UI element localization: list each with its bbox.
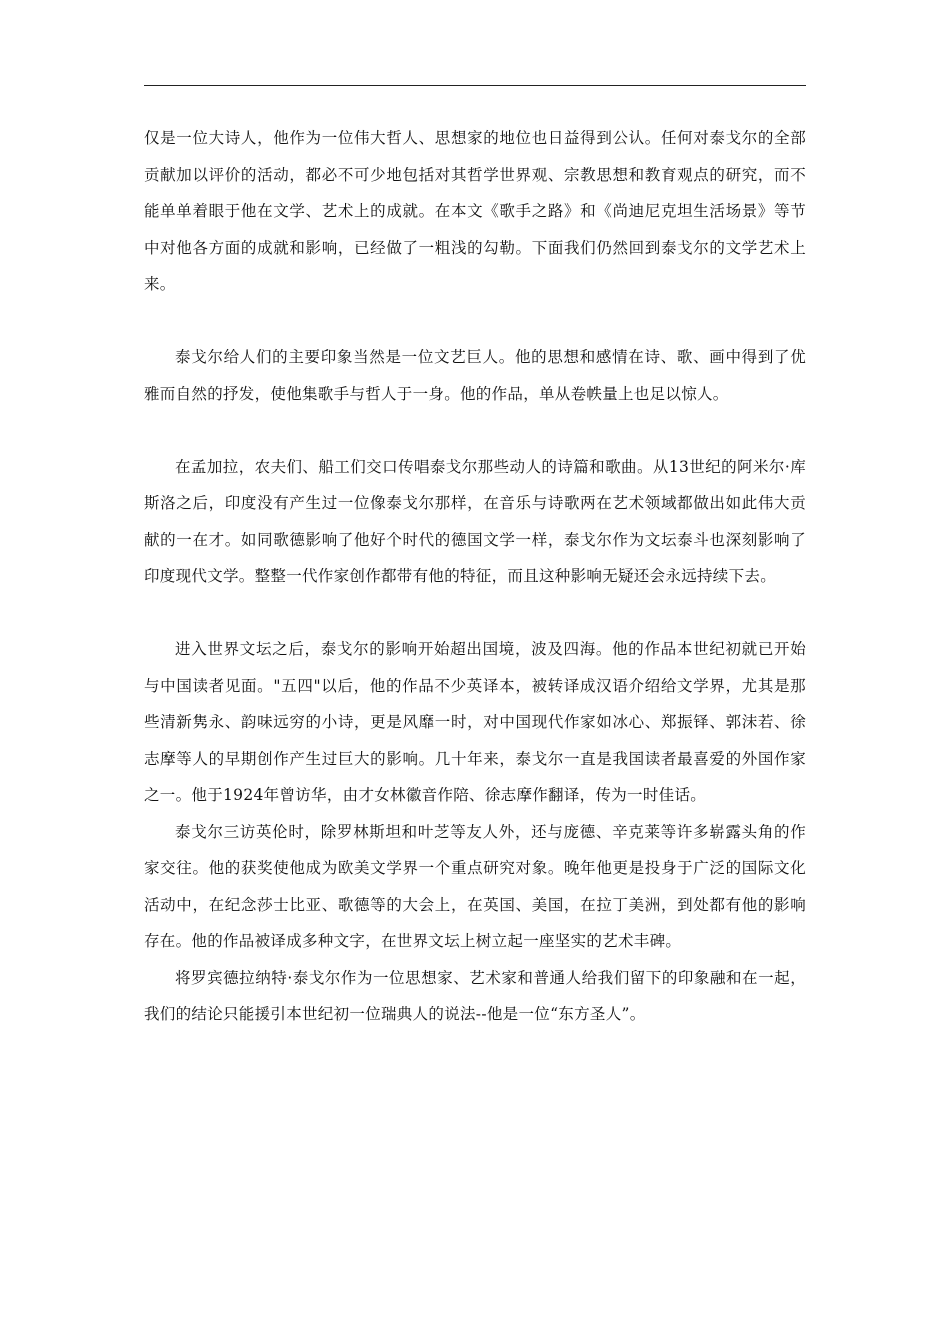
paragraph-1: 仅是一位大诗人，他作为一位伟大哲人、思想家的地位也日益得到公认。任何对泰戈尔的全部贡献加以评价的活动，都必不可少地包括对其哲学世界观、宗教思想和教育观点的研究，而不能单单着眼于他在文学、艺术上的成就。在本文《歌手之路》和《尚迪尼克坦生活场景》等节中对他各方面的成就和影响，已经做了一粗浅的勾勒。下面我们仍然回到泰戈尔的文学艺术上来。 xyxy=(144,129,806,293)
paragraph-2: 泰戈尔给人们的主要印象当然是一位文艺巨人。他的思想和感情在诗、歌、画中得到了优雅而自然的抒发，使他集歌手与哲人于一身。他的作品，单从卷帙量上也足以惊人。 xyxy=(144,348,806,403)
paragraph-4: 进入世界文坛之后，泰戈尔的影响开始超出国境，波及四海。他的作品本世纪初就已开始与中国读者见面。"五四"以后，他的作品不少英译本，被转译成汉语介绍给文学界，尤其是那些清新隽永、韵味远穷的小诗，更是风靡一时，对中国现代作家如冰心、郑振铎、郭沫若、徐志摩等人的早期创作产生过巨大的影响。几十年来，泰戈尔一直是我国读者最喜爱的外国作家之一。他于1924年曾访华，由才女林徽音作陪、徐志摩作翻译，传为一时佳话。 xyxy=(144,640,806,804)
paragraph-5: 泰戈尔三访英伦时，除罗林斯坦和叶芝等友人外，还与庞德、辛克莱等许多崭露头角的作家交往。他的获奖使他成为欧美文学界一个重点研究对象。晚年他更是投身于广泛的国际文化活动中，在纪念莎士比亚、歌德等的大会上，在英国、美国，在拉丁美洲，到处都有他的影响存在。他的作品被译成多种文字，在世界文坛上树立起一座坚实的艺术丰碑。 xyxy=(144,822,806,950)
document-body xyxy=(144,120,806,1033)
paragraph-6: 将罗宾德拉纳特·泰戈尔作为一位思想家、艺术家和普通人给我们留下的印象融和在一起，我们的结论只能援引本世纪初一位瑞典人的说法--他是一位“东方圣人”。 xyxy=(144,968,806,1023)
paragraph-3: 在孟加拉，农夫们、船工们交口传唱泰戈尔那些动人的诗篇和歌曲。从13世纪的阿米尔·库斯洛之后，印度没有产生过一位像泰戈尔那样，在音乐与诗歌两在艺术领域都做出如此伟大贡献的一在才。如同歌德影响了他好个时代的德国文学一样，泰戈尔作为文坛泰斗也深刻影响了印度现代文学。整整一代作家创作都带有他的特征，而且这种影响无疑还会永远持续下去。 xyxy=(144,457,806,585)
header-rule xyxy=(144,85,806,86)
